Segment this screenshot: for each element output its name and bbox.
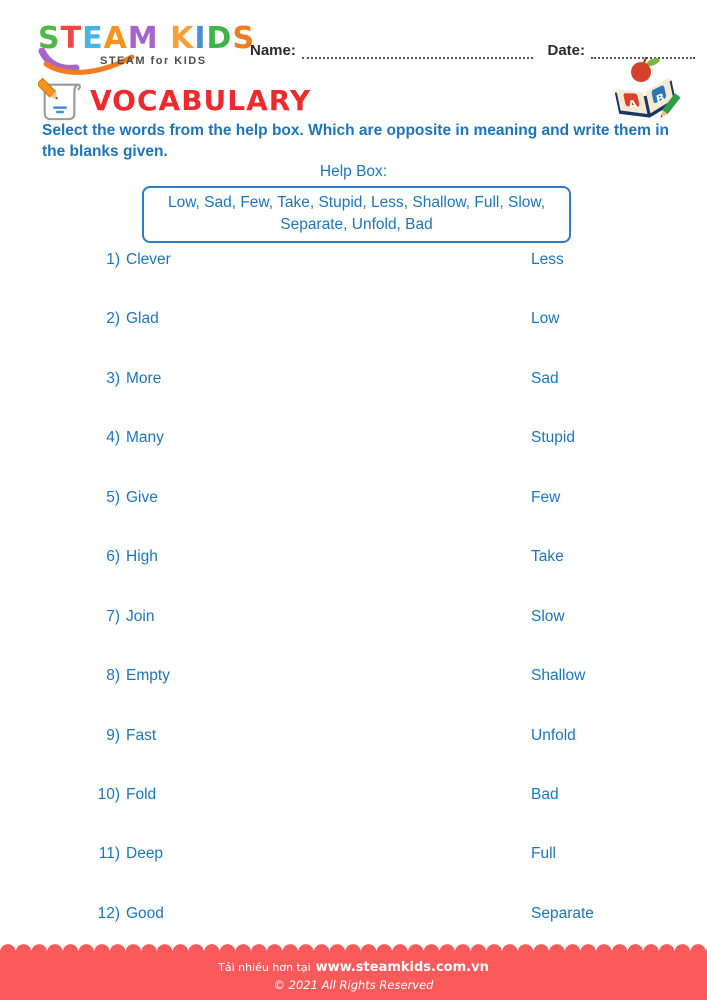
svg-text:B: B [655, 90, 666, 107]
row-number: 8) [106, 667, 120, 685]
logo-letter: S [38, 21, 61, 56]
row-answer: Slow [531, 607, 565, 625]
logo-letter: K [170, 21, 195, 56]
exercise-row [0, 251, 707, 310]
row-number: 10) [97, 785, 120, 803]
logo-letter: E [82, 21, 104, 56]
exercise-row [0, 370, 707, 429]
logo-letter: M [127, 21, 159, 56]
exercise-row [0, 845, 707, 904]
row-answer: Separate [531, 904, 594, 922]
exercise-row [0, 727, 707, 786]
logo-letter: I [194, 21, 207, 56]
help-box-label: Help Box: [319, 163, 388, 180]
row-answer: Low [531, 310, 560, 328]
row-word: Many [126, 429, 164, 447]
exercise-row [0, 608, 707, 667]
row-word: Give [126, 488, 158, 506]
footer-download-line [218, 958, 489, 978]
row-number: 11) [98, 845, 120, 863]
row-word: Fold [126, 785, 157, 803]
row-answer: Unfold [531, 726, 576, 744]
logo-letter: S [232, 21, 256, 56]
row-word: Empty [126, 667, 170, 685]
footer-banner [0, 952, 707, 1000]
row-answer: Few [531, 488, 561, 506]
row-answer: Take [531, 548, 564, 566]
exercise-row [0, 667, 707, 726]
logo-tagline: STEAM for KIDS [100, 55, 207, 67]
page-title: VOCABULARY [90, 83, 312, 117]
row-word: Join [126, 607, 155, 625]
logo-letter: A [103, 21, 128, 56]
title-row [38, 78, 311, 122]
logo-letter: D [206, 21, 233, 56]
footer-download-text: Tải nhiều hơn tại [218, 960, 311, 974]
help-box-words: Low, Sad, Few, Take, Stupid, Less, Shallow, Full, Slow, Separate, Unfold, Bad [167, 194, 546, 234]
logo-letter [159, 21, 170, 56]
footer-scallop-edge [0, 944, 707, 952]
row-word: More [126, 369, 162, 387]
steam-kids-logo [38, 21, 256, 80]
help-box [142, 186, 571, 243]
row-answer: Less [531, 251, 564, 268]
row-answer: Full [531, 845, 556, 863]
svg-text:A: A [627, 98, 639, 112]
ab-book-apple-icon [606, 56, 686, 122]
row-number: 2) [106, 310, 120, 328]
footer-website-url: www.steamkids.com.vn [315, 959, 489, 975]
row-answer: Bad [531, 785, 559, 803]
instructions-text: Select the words from the help box. Which are opposite in meaning and write them in the blanks given. [42, 122, 669, 161]
row-word: Fast [126, 726, 157, 744]
row-number: 12) [97, 904, 120, 922]
exercise-row [0, 489, 707, 548]
exercise-row [0, 548, 707, 607]
exercise-row [0, 429, 707, 488]
row-word: Glad [126, 310, 159, 328]
exercise-row [0, 310, 707, 369]
row-answer: Sad [531, 369, 559, 387]
name-label: Name: [250, 41, 296, 59]
exercise-row [0, 786, 707, 845]
row-number: 6) [106, 548, 120, 566]
exercise-list [0, 251, 707, 964]
pencil-scroll-icon [38, 78, 82, 122]
row-answer: Shallow [531, 667, 586, 685]
row-number: 5) [106, 488, 120, 506]
row-number: 7) [106, 607, 120, 625]
row-word: High [126, 548, 158, 566]
row-number: 9) [106, 726, 120, 744]
footer-copyright: © 2021 All Rights Reserved [273, 978, 434, 993]
date-label: Date: [547, 41, 585, 59]
row-word: Deep [126, 845, 164, 863]
logo-letter: T [60, 21, 83, 56]
row-number: 3) [106, 369, 120, 387]
row-number: 4) [106, 429, 120, 447]
row-word: Clever [126, 251, 171, 268]
row-answer: Stupid [531, 429, 575, 447]
row-word: Good [126, 904, 164, 922]
name-blank-line [302, 43, 534, 59]
row-number: 1) [106, 251, 120, 268]
